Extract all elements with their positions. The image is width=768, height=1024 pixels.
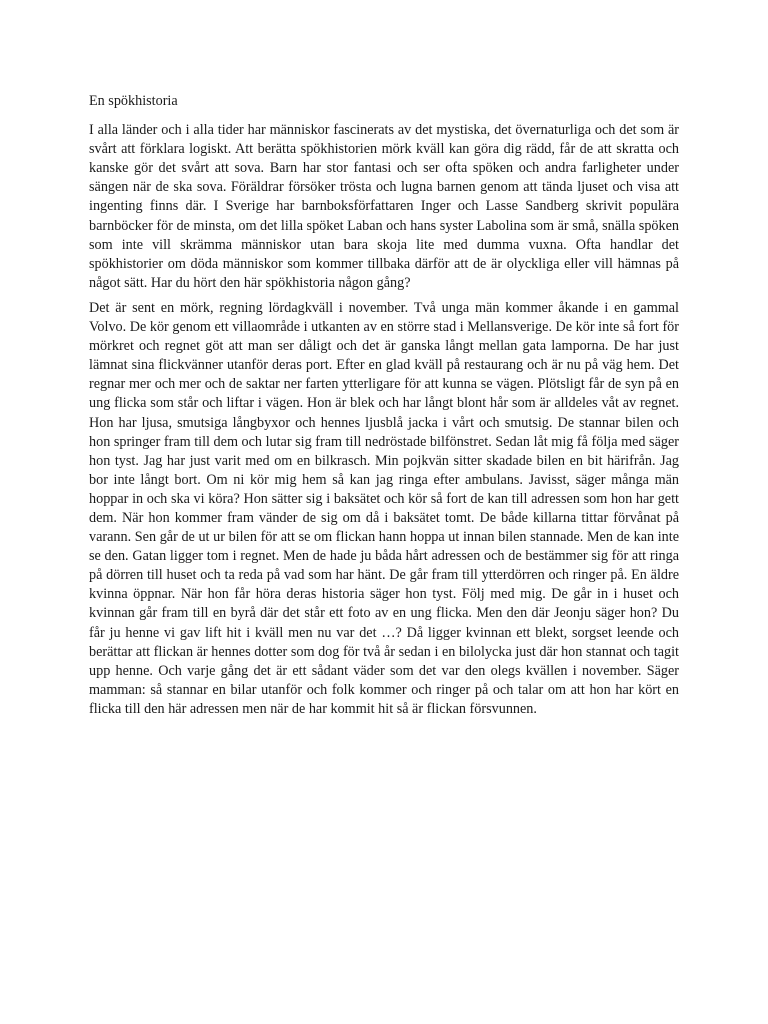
- document-page: [89, 92, 679, 725]
- paragraph-story: Det är sent en mörk, regning lördagkväll i november. Två unga män kommer åkande i en gammal Volvo. De kör genom ett villaområde i utkanten av en större stad i Mellansverige. De kör inte så fort för mörkret och regnet göt att man ser dåligt och det är ganska långt mellan gata lamporna. De har just lämnat sina flickvänner utanför deras port. Efter en glad kväll på restaurang och är nu på väg hem. Det regnar mer och mer och de saktar ner farten ytterligare för att kunna se vägen. Plötsligt får de syn på en ung flicka som står och liftar i vägen. Hon är blek och har långt blont hår som är alldeles våt av regnet. Hon har ljusa, smutsiga långbyxor och hennes ljusblå jacka i vårt och smutsig. De stannar bilen och hon springer fram till dem och lutar sig fram till nedröstade bilfönstret. Sedan låt mig få följa med säger hon tyst. Jag har just varit med om en bilkrasch. Min pojkvän sitter skadade bilen en bit härifrån. Jag bor inte långt bort. Om ni kör mig hem så kan jag ringa efter ambulans. Javisst, säger många män hoppar in och ska vi köra? Hon sätter sig i baksätet och kör så fort de kan till adressen som hon har gett dem. När hon kommer fram vänder de sig om då i baksätet tomt. De både killarna tittar förvånat på varann. Sen går de ut ur bilen för att se om flickan hann hoppa ut innan bilen stannade. Men de kan inte se den. Gatan ligger tom i regnet. Men de hade ju båda hårt adressen och de bestämmer sig för att ringa på dörren till huset och ta reda på vad som har hänt. De går fram till ytterdörren och ringer på. En äldre kvinna öppnar. När hon får höra deras historia säger hon tyst. Följ med mig. De går in i huset och kvinnan går fram till en byrå där det står ett foto av en ung flicka. Men den där Jeonju säger hon? Du får ju henne vi gav lift hit i kväll men nu var det …? Då ligger kvinnan ett blekt, sorgset leende och berättar att flickan är hennes dotter som dog för två år sedan i en bilolycka just där hon stannat och tagit upp henne. Och varje gång det är ett sådant väder som det var den olegs kvällen i november. Säger mamman: så stannar en bilar utanför och folk kommer och ringer på och talar om att hon har kört en flicka till den här adressen men när de har kommit hit så är flickan försvunnen.: [89, 299, 679, 717]
- document-title: En spökhistoria: [89, 93, 178, 109]
- paragraph-intro: I alla länder och i alla tider har människor fascinerats av det mystiska, det övernaturliga och det som är svårt att förklara logiskt. Att berätta spökhistorien mörk kväll kan göra dig rädd, får de att skratta och kanske gör det svårt att sova. Barn har stor fantasi och ser ofta spöken och andra farligheter under sängen när de ska sova. Föräldrar försöker trösta och lugna barnen genom att tända ljuset och visa att ingenting finns där. I Sverige har barnboksförfattaren Inger och Lasse Sandberg skrivit populära barnböcker för de minsta, om det lilla spöket Laban och hans syster Labolina som är små, snälla spöken som inte vill skrämma människor utan bara skoja lite med dumma vuxna. Ofta handlar det spökhistorier om döda människor som kommer tillbaka därför att de är olyckliga eller vill hämnas på något sätt. Har du hört den här spökhistoria någon gång?: [89, 122, 679, 291]
